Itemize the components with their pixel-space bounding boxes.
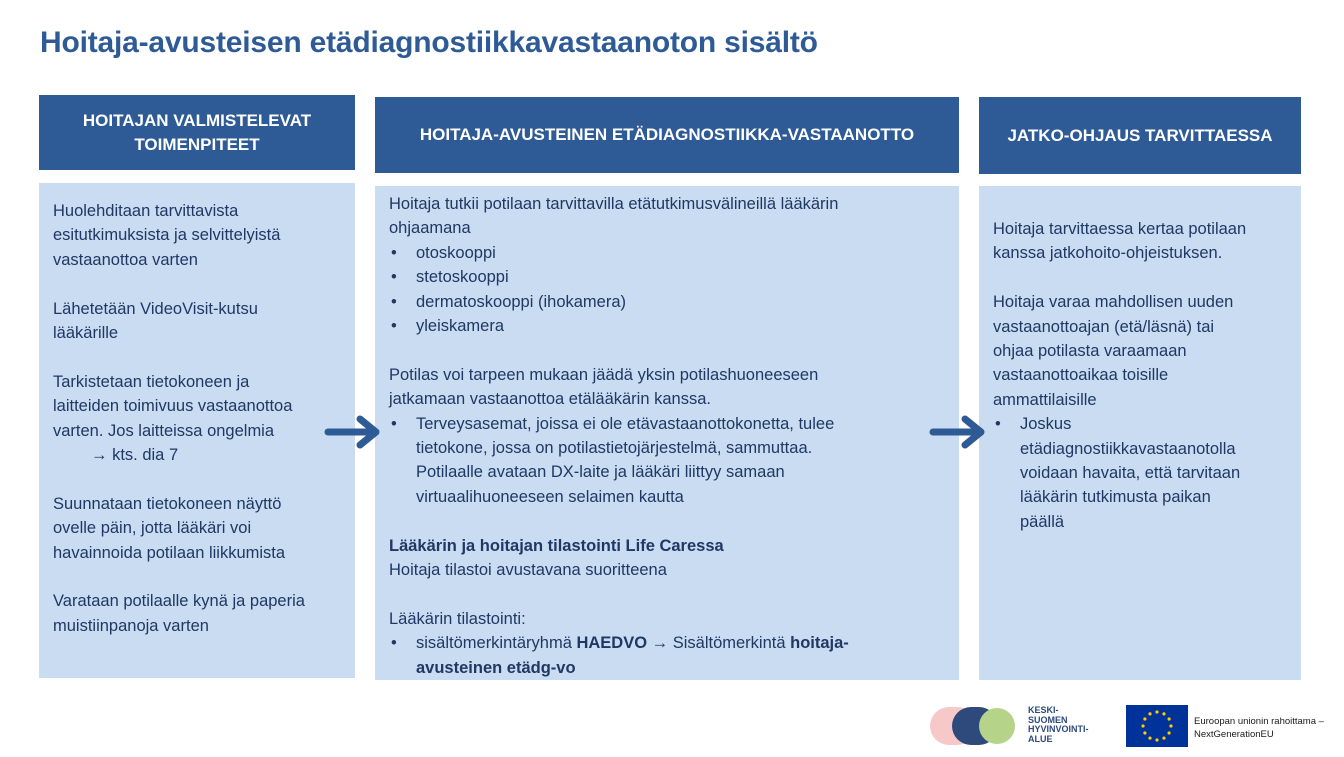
eu-flag-icon	[1126, 705, 1188, 747]
eu-funding-text: Euroopan unionin rahoittama – NextGenerationEU	[1194, 716, 1324, 740]
text-line: havainnoida potilaan liikkumista	[53, 543, 286, 562]
column-box-remote-diagnostics	[375, 186, 959, 680]
page-title: Hoitaja-avusteisen etädiagnostiikkavastaanoton sisältö	[40, 26, 818, 59]
list-item: • otoskooppi	[389, 241, 949, 265]
code-haedvo: HAEDVO	[576, 634, 648, 653]
header-line: HOITAJAN VALMISTELEVAT	[82, 110, 312, 130]
bullet: •	[391, 414, 397, 433]
text-line: Varataan potilaalle kynä ja paperia	[53, 592, 305, 611]
column-header-remote-diagnostics	[375, 97, 959, 173]
bullet: •	[995, 415, 1001, 434]
arrow-right-icon	[324, 414, 386, 450]
list-item: • sisältömerkintäryhmä HAEDVO → Sisältömerkintä hoitaja- avusteinen etädg-vo	[389, 631, 949, 680]
text-line: vastaanottoajan (etä/läsnä) tai	[993, 317, 1215, 336]
text-line: Huolehditaan tarvittavista	[53, 202, 239, 220]
text-line: Suunnataan tietokoneen näyttö	[53, 494, 282, 513]
bullet: •	[391, 634, 397, 653]
bullet: •	[391, 268, 397, 287]
text-line: Hoitaja tarvittaessa kertaa potilaan	[993, 220, 1247, 238]
column-header-follow-up	[979, 97, 1301, 174]
text-line: vastaanottoaikaa toisille	[993, 366, 1169, 385]
text-line: Hoitaja tilastoi avustavana suoritteena	[389, 561, 667, 580]
list-item: • stetoskooppi	[389, 265, 949, 289]
text-line: kanssa jatkohoito-ohjeistuksen.	[993, 244, 1223, 263]
text-line: varten. Jos laitteissa ongelmia	[53, 421, 275, 440]
list-item: • yleiskamera	[389, 314, 949, 338]
text-line: ohjaa potilasta varaamaan	[993, 342, 1187, 361]
bullet: •	[391, 243, 397, 262]
column-header-preparation	[39, 95, 355, 170]
list-item: • Joskus etädiagnostiikkavastaanotolla voidaan havaita, että tarvitaan lääkärin tutkimusta paikan päällä	[993, 412, 1291, 534]
bullet: •	[391, 292, 397, 311]
text-line: Lääkärin tilastointi:	[389, 609, 526, 628]
slide-reference: → kts. dia 7	[91, 446, 179, 465]
statistics-heading: Lääkärin ja hoitajan tilastointi Life Caressa	[389, 536, 724, 555]
column-box-preparation	[39, 183, 355, 678]
bullet: •	[391, 317, 397, 336]
list-item: • dermatoskooppi (ihokamera)	[389, 290, 949, 314]
text-line: Hoitaja varaa mahdollisen uuden	[993, 293, 1234, 312]
text-line: ovelle päin, jotta lääkäri voi	[53, 519, 252, 538]
text-line: muistiinpanoja varten	[53, 616, 209, 635]
arrow-right-icon	[929, 414, 991, 450]
text-line: vastaanottoa varten	[53, 250, 198, 269]
list-item: • Terveysasemat, joissa ei ole etävastaanottokonetta, tulee tietokone, jossa on potilastietojärjestelmä, sammuttaa. Potilaalle avataan DX-laite ja lääkäri liittyy samaan virtuaalihuoneeseen selaimen kautta	[389, 412, 949, 510]
header-line: TOIMENPITEET	[134, 134, 260, 154]
text-line: Lähetetään VideoVisit-kutsu	[53, 299, 258, 318]
text-line: Hoitaja tutkii potilaan tarvittavilla etätutkimusvälineillä lääkärin	[389, 195, 839, 213]
text-line: esitutkimuksista ja selvittelyistä	[53, 226, 281, 245]
keski-suomen-logo-text: KESKI- SUOMEN HYVINVOINTI- ALUE	[1028, 705, 1089, 744]
text-line: ammattilaisille	[993, 390, 1097, 409]
header-text: JATKO-OHJAUS TARVITTAESSA	[1007, 125, 1273, 145]
column-box-follow-up	[979, 186, 1301, 680]
header-text: HOITAJA-AVUSTEINEN ETÄDIAGNOSTIIKKA-VASTAANOTTO	[419, 125, 915, 144]
text-line: laitteiden toimivuus vastaanottoa	[53, 397, 293, 416]
text-line: jatkamaan vastaanottoa etälääkärin kanssa.	[389, 390, 711, 409]
text-line: Tarkistetaan tietokoneen ja	[53, 372, 250, 391]
text-line: Potilas voi tarpeen mukaan jäädä yksin potilashuoneeseen	[389, 365, 819, 384]
text-line: ohjaamana	[389, 219, 471, 238]
text-line: lääkärille	[53, 324, 119, 343]
